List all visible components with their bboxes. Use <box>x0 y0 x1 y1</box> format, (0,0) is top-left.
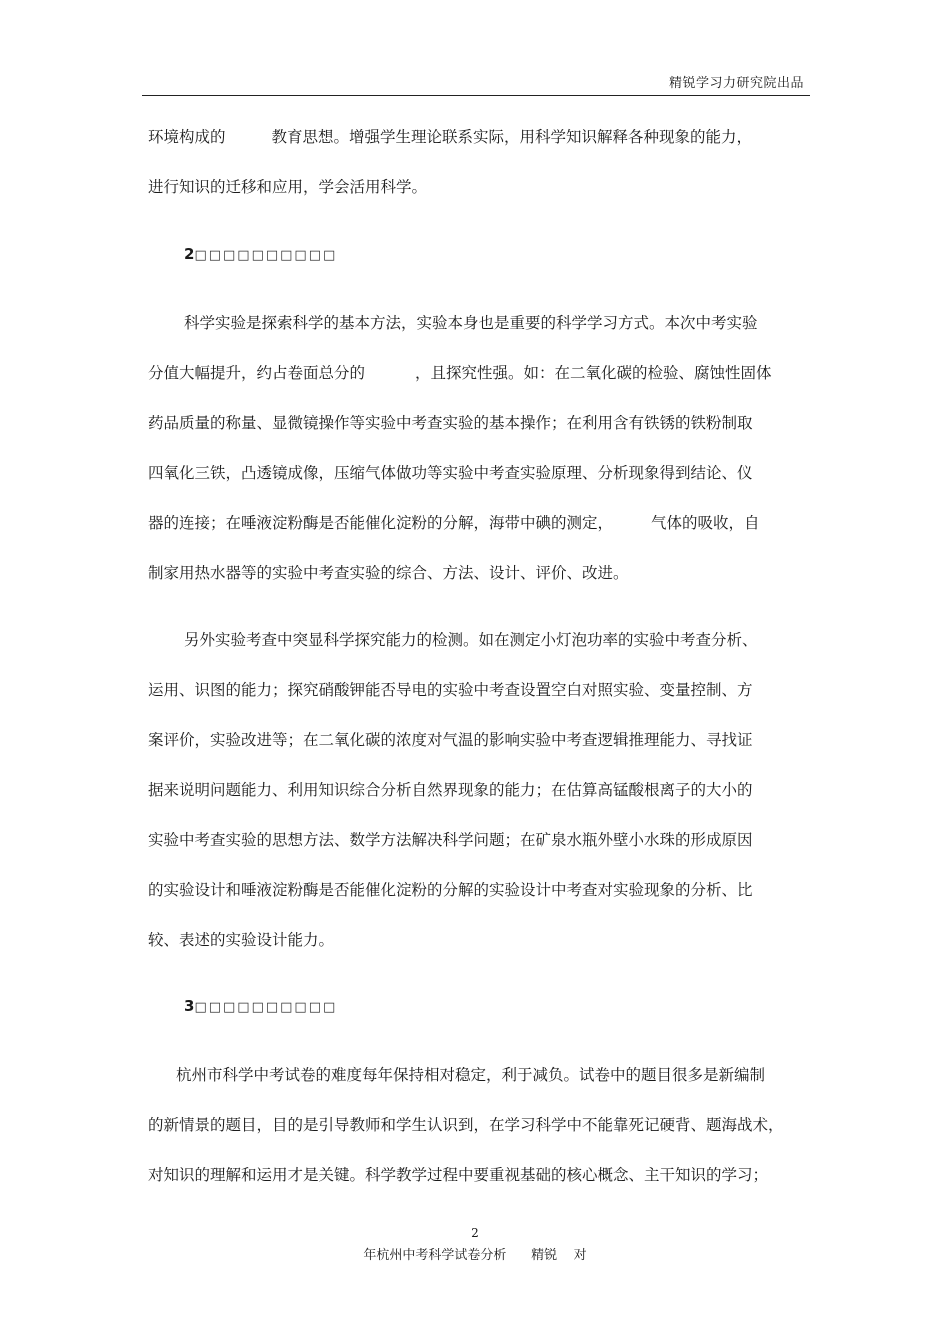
text-fragment: 分值大幅提升，约占卷面总分的 <box>148 364 366 382</box>
paragraph-4-line-2: 的新情景的题目，目的是引导教师和学生认识到，在学习科学中不能靠死记硬背、题海战术， <box>148 1116 784 1134</box>
paragraph-1-line-1 <box>148 112 812 162</box>
paragraph-1-line-2: 进行知识的迁移和应用，学会活用科学。 <box>148 178 428 196</box>
section-heading-2 <box>184 245 337 263</box>
paragraph-3-line-1 <box>148 615 812 665</box>
paragraph-3-line-5: 实验中考查实验的思想方法、数学方法解决科学问题；在矿泉水瓶外壁小水珠的形成原因 <box>148 831 753 849</box>
missing-glyph-placeholder: □□□□□□□□□□ <box>194 248 338 263</box>
paragraph-4-line-3: 对知识的理解和运用才是关键。科学教学过程中要重视基础的核心概念、主干知识的学习； <box>148 1166 769 1184</box>
paragraph-2-line-1 <box>148 298 812 348</box>
paragraph-1 <box>148 112 812 212</box>
footer-title: 年杭州中考科学试卷分析 精锐 对 <box>363 1248 587 1263</box>
paragraph-2 <box>148 298 812 598</box>
paragraph-2-line-3: 药品质量的称量、显微镜操作等实验中考查实验的基本操作；在利用含有铁锈的铁粉制取 <box>148 414 753 432</box>
paragraph-3 <box>148 615 812 965</box>
text-fragment: 杭州市科学中考试卷的难度每年保持相对稳定，利于减负。试卷中的题目很多是新编制 <box>176 1066 766 1084</box>
paragraph-4-line-1 <box>148 1050 812 1100</box>
text-fragment: 另外实验考查中突显科学探究能力的检测。如在测定小灯泡功率的实验中考查分析、 <box>184 631 758 649</box>
text-fragment: 气体的吸收，自 <box>651 514 760 532</box>
paragraph-2-line-2 <box>148 348 812 398</box>
paragraph-2-line-5 <box>148 498 812 548</box>
paragraph-3-line-6: 的实验设计和唾液淀粉酶是否能催化淀粉的分解的实验设计中考查对实验现象的分析、比 <box>148 881 753 899</box>
paragraph-3-line-4: 据来说明问题能力、利用知识综合分析自然界现象的能力；在估算高锰酸根离子的大小的 <box>148 781 753 799</box>
paragraph-2-line-6: 制家用热水器等的实验中考查实验的综合、方法、设计、评价、改进。 <box>148 564 629 582</box>
section-number: 3 <box>184 997 195 1015</box>
paragraph-3-line-3: 案评价，实验改进等；在二氧化碳的浓度对气温的影响实验中考查逻辑推理能力、寻找证 <box>148 731 753 749</box>
text-fragment: 教育思想。增强学生理论联系实际，用科学知识解释各种现象的能力， <box>271 128 753 146</box>
text-fragment: 科学实验是探索科学的基本方法，实验本身也是重要的科学学习方式。本次中考实验 <box>184 314 758 332</box>
missing-glyph-placeholder: □□□□□□□□□□ <box>194 1000 338 1015</box>
paragraph-3-line-7: 较、表述的实验设计能力。 <box>148 931 335 949</box>
header-divider <box>142 95 810 96</box>
section-number: 2 <box>184 245 195 263</box>
paragraph-2-line-4: 四氧化三铁，凸透镜成像，压缩气体做功等实验中考查实验原理、分析现象得到结论、仪 <box>148 464 753 482</box>
text-fragment: 器的连接；在唾液淀粉酶是否能催化淀粉的分解，海带中碘的测定， <box>148 514 614 532</box>
header-publisher-text: 精锐学习力研究院出品 <box>668 76 804 91</box>
paragraph-3-line-2: 运用、识图的能力；探究硝酸钾能否导电的实验中考查设置空白对照实验、变量控制、方 <box>148 681 753 699</box>
page-number: 2 <box>471 1226 479 1240</box>
text-fragment: ，且探究性强。如：在二氧化碳的检验、腐蚀性固体 <box>415 364 772 382</box>
paragraph-4 <box>148 1050 812 1200</box>
text-fragment: 环境构成的 <box>148 128 226 146</box>
section-heading-3 <box>184 997 337 1015</box>
